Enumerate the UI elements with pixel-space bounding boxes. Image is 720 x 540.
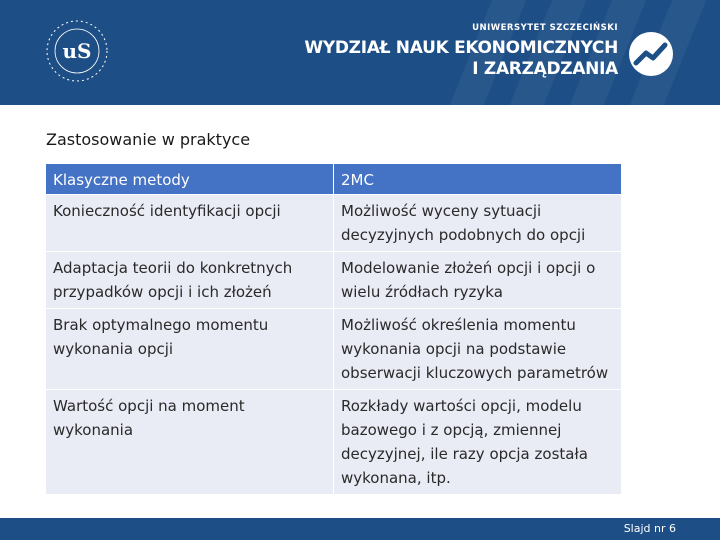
column-header-classic-methods: Klasyczne metody — [46, 164, 334, 195]
slide-number: Slajd nr 6 — [623, 522, 676, 535]
faculty-name-line1: WYDZIAŁ NAUK EKONOMICZNYCH — [304, 38, 618, 58]
rising-chart-icon — [627, 30, 675, 78]
table-cell: Modelowanie złożeń opcji i opcji o wielu źródłach ryzyka — [334, 252, 622, 309]
table-cell: Możliwość określenia momentu wykonania opcji na podstawie obserwacji kluczowych parametrów — [334, 309, 622, 390]
faculty-name-line2: I ZARZĄDZANIA — [472, 59, 618, 79]
header-banner — [0, 0, 720, 105]
table-header-row — [46, 164, 622, 195]
slide-subtitle: Zastosowanie w praktyce — [46, 130, 251, 149]
column-header-2mc: 2MC — [334, 164, 622, 195]
comparison-table — [45, 163, 622, 495]
table-cell: Adaptacja teorii do konkretnych przypadków opcji i ich złożeń — [46, 252, 334, 309]
table-row — [46, 390, 622, 495]
table-cell: Rozkłady wartości opcji, modelu bazowego i z opcją, zmiennej decyzyjnej, ile razy opcja została wykonana, itp. — [334, 390, 622, 495]
footer-bar — [0, 518, 720, 540]
table-cell: Konieczność identyfikacji opcji — [46, 195, 334, 252]
table-cell: Możliwość wyceny sytuacji decyzyjnych podobnych do opcji — [334, 195, 622, 252]
university-label: UNIWERSYTET SZCZECIŃSKI — [472, 23, 618, 33]
table-row — [46, 195, 622, 252]
svg-text:uS: uS — [62, 39, 92, 63]
table-cell: Brak optymalnego momentu wykonania opcji — [46, 309, 334, 390]
table-cell: Wartość opcji na moment wykonania — [46, 390, 334, 495]
table-row — [46, 252, 622, 309]
table-row — [46, 309, 622, 390]
